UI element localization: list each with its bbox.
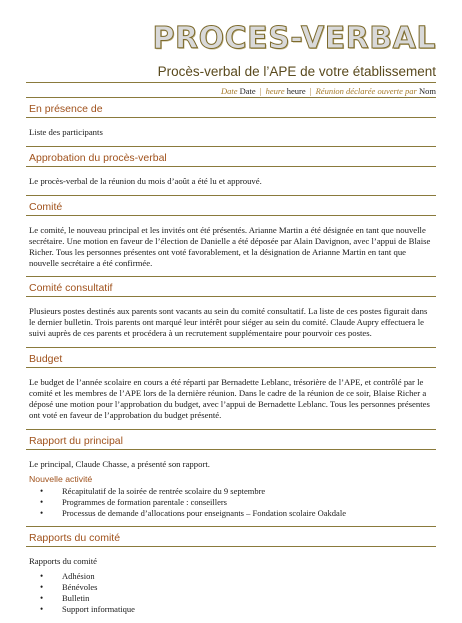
list-item[interactable]: • Support informatique (34, 604, 436, 615)
section-heading-rapport-principal: Rapport du principal (26, 429, 436, 450)
rapports-comite-text[interactable]: Rapports du comité (29, 556, 98, 567)
document-title: PROCES-VERBAL (152, 21, 436, 56)
date-value[interactable]: Date (239, 86, 256, 96)
title-divider (26, 82, 436, 83)
list-item[interactable]: • Bénévoles (34, 582, 436, 593)
consultatif-text[interactable]: Plusieurs postes destinés aux parents sont vacants au sein du comité consultatif. La liste de ces postes figurait dans le dernier bulletin. Trois parents ont marqué leur intérêt pour siéger au sein du comité. Claude Aupry effectuera le suivi auprès de ces parents et procédera à un recrutement supplémentaire pour pourvoir ces postes. (29, 306, 428, 339)
meta-separator: | (309, 86, 312, 96)
document-subtitle: Procès-verbal de l’APE de votre établissement (157, 64, 436, 79)
list-item[interactable]: • Bulletin (34, 593, 436, 604)
approbation-text[interactable]: Le procès-verbal de la réunion du mois d’août a été lu et approuvé. (29, 175, 262, 186)
list-item[interactable]: • Processus de demande d’allocations pour enseignants – Fondation scolaire Oakdale (34, 508, 436, 519)
reunion-value[interactable]: Nom (419, 86, 436, 96)
date-label: Date (220, 86, 238, 96)
comite-text[interactable]: Le comité, le nouveau principal et les invités ont été présentés. Arianne Martin a été désignée en tant que nouvelle secrétaire. Une motion en faveur de l’élection de Danielle a été déposée par Alain Davignon, avec l’appui de Blaise Richer. Tous les personnes présentes ont voté favorablement, et la désignation de Arianne Martin en tant que nouvelle secrétaire a été confirmée. (29, 224, 431, 268)
rapports-comite-list (26, 571, 436, 615)
meta-separator: | (259, 86, 262, 96)
reunion-label: Réunion déclarée ouverte par (315, 86, 417, 96)
section-heading-budget: Budget (26, 347, 436, 368)
nouvelle-activite-list (26, 486, 436, 519)
section-heading-comite: Comité (26, 195, 436, 216)
document-body (26, 97, 436, 623)
heure-value[interactable]: heure (286, 86, 306, 96)
section-heading-approbation: Approbation du procès-verbal (26, 146, 436, 167)
presence-text[interactable]: Liste des participants (29, 127, 103, 137)
rapport-principal-text[interactable]: Le principal, Claude Chasse, a présenté son rapport. (29, 458, 210, 469)
budget-text[interactable]: Le budget de l’année scolaire en cours a été réparti par Bernadette Leblanc, trésorière de l’APE, et contrôlé par le comité et les membres de l’APE lors de la dernière réunion. Dans le cadre de la réunion de ce soir, Blaise Richer a déposé une motion pour l’approbation du budget, avec l’appui de Bernadette Leblanc. Tous les personnes présentes ont voté en faveur de l’approbation du budget présenté. (29, 377, 430, 420)
list-item[interactable]: • Récapitulatif de la soirée de rentrée scolaire du 9 septembre (34, 486, 436, 497)
section-heading-consultatif: Comité consultatif (26, 276, 436, 297)
list-item[interactable]: • Programmes de formation parentale : conseillers (34, 497, 436, 508)
list-item[interactable]: • Adhésion (34, 571, 436, 582)
heure-label: heure (265, 86, 285, 96)
nouvelle-activite-subheading: Nouvelle activité (29, 473, 93, 484)
meeting-meta-line (221, 86, 436, 96)
section-heading-presence: En présence de (26, 97, 436, 118)
section-heading-rapports-comite: Rapports du comité (26, 526, 436, 547)
